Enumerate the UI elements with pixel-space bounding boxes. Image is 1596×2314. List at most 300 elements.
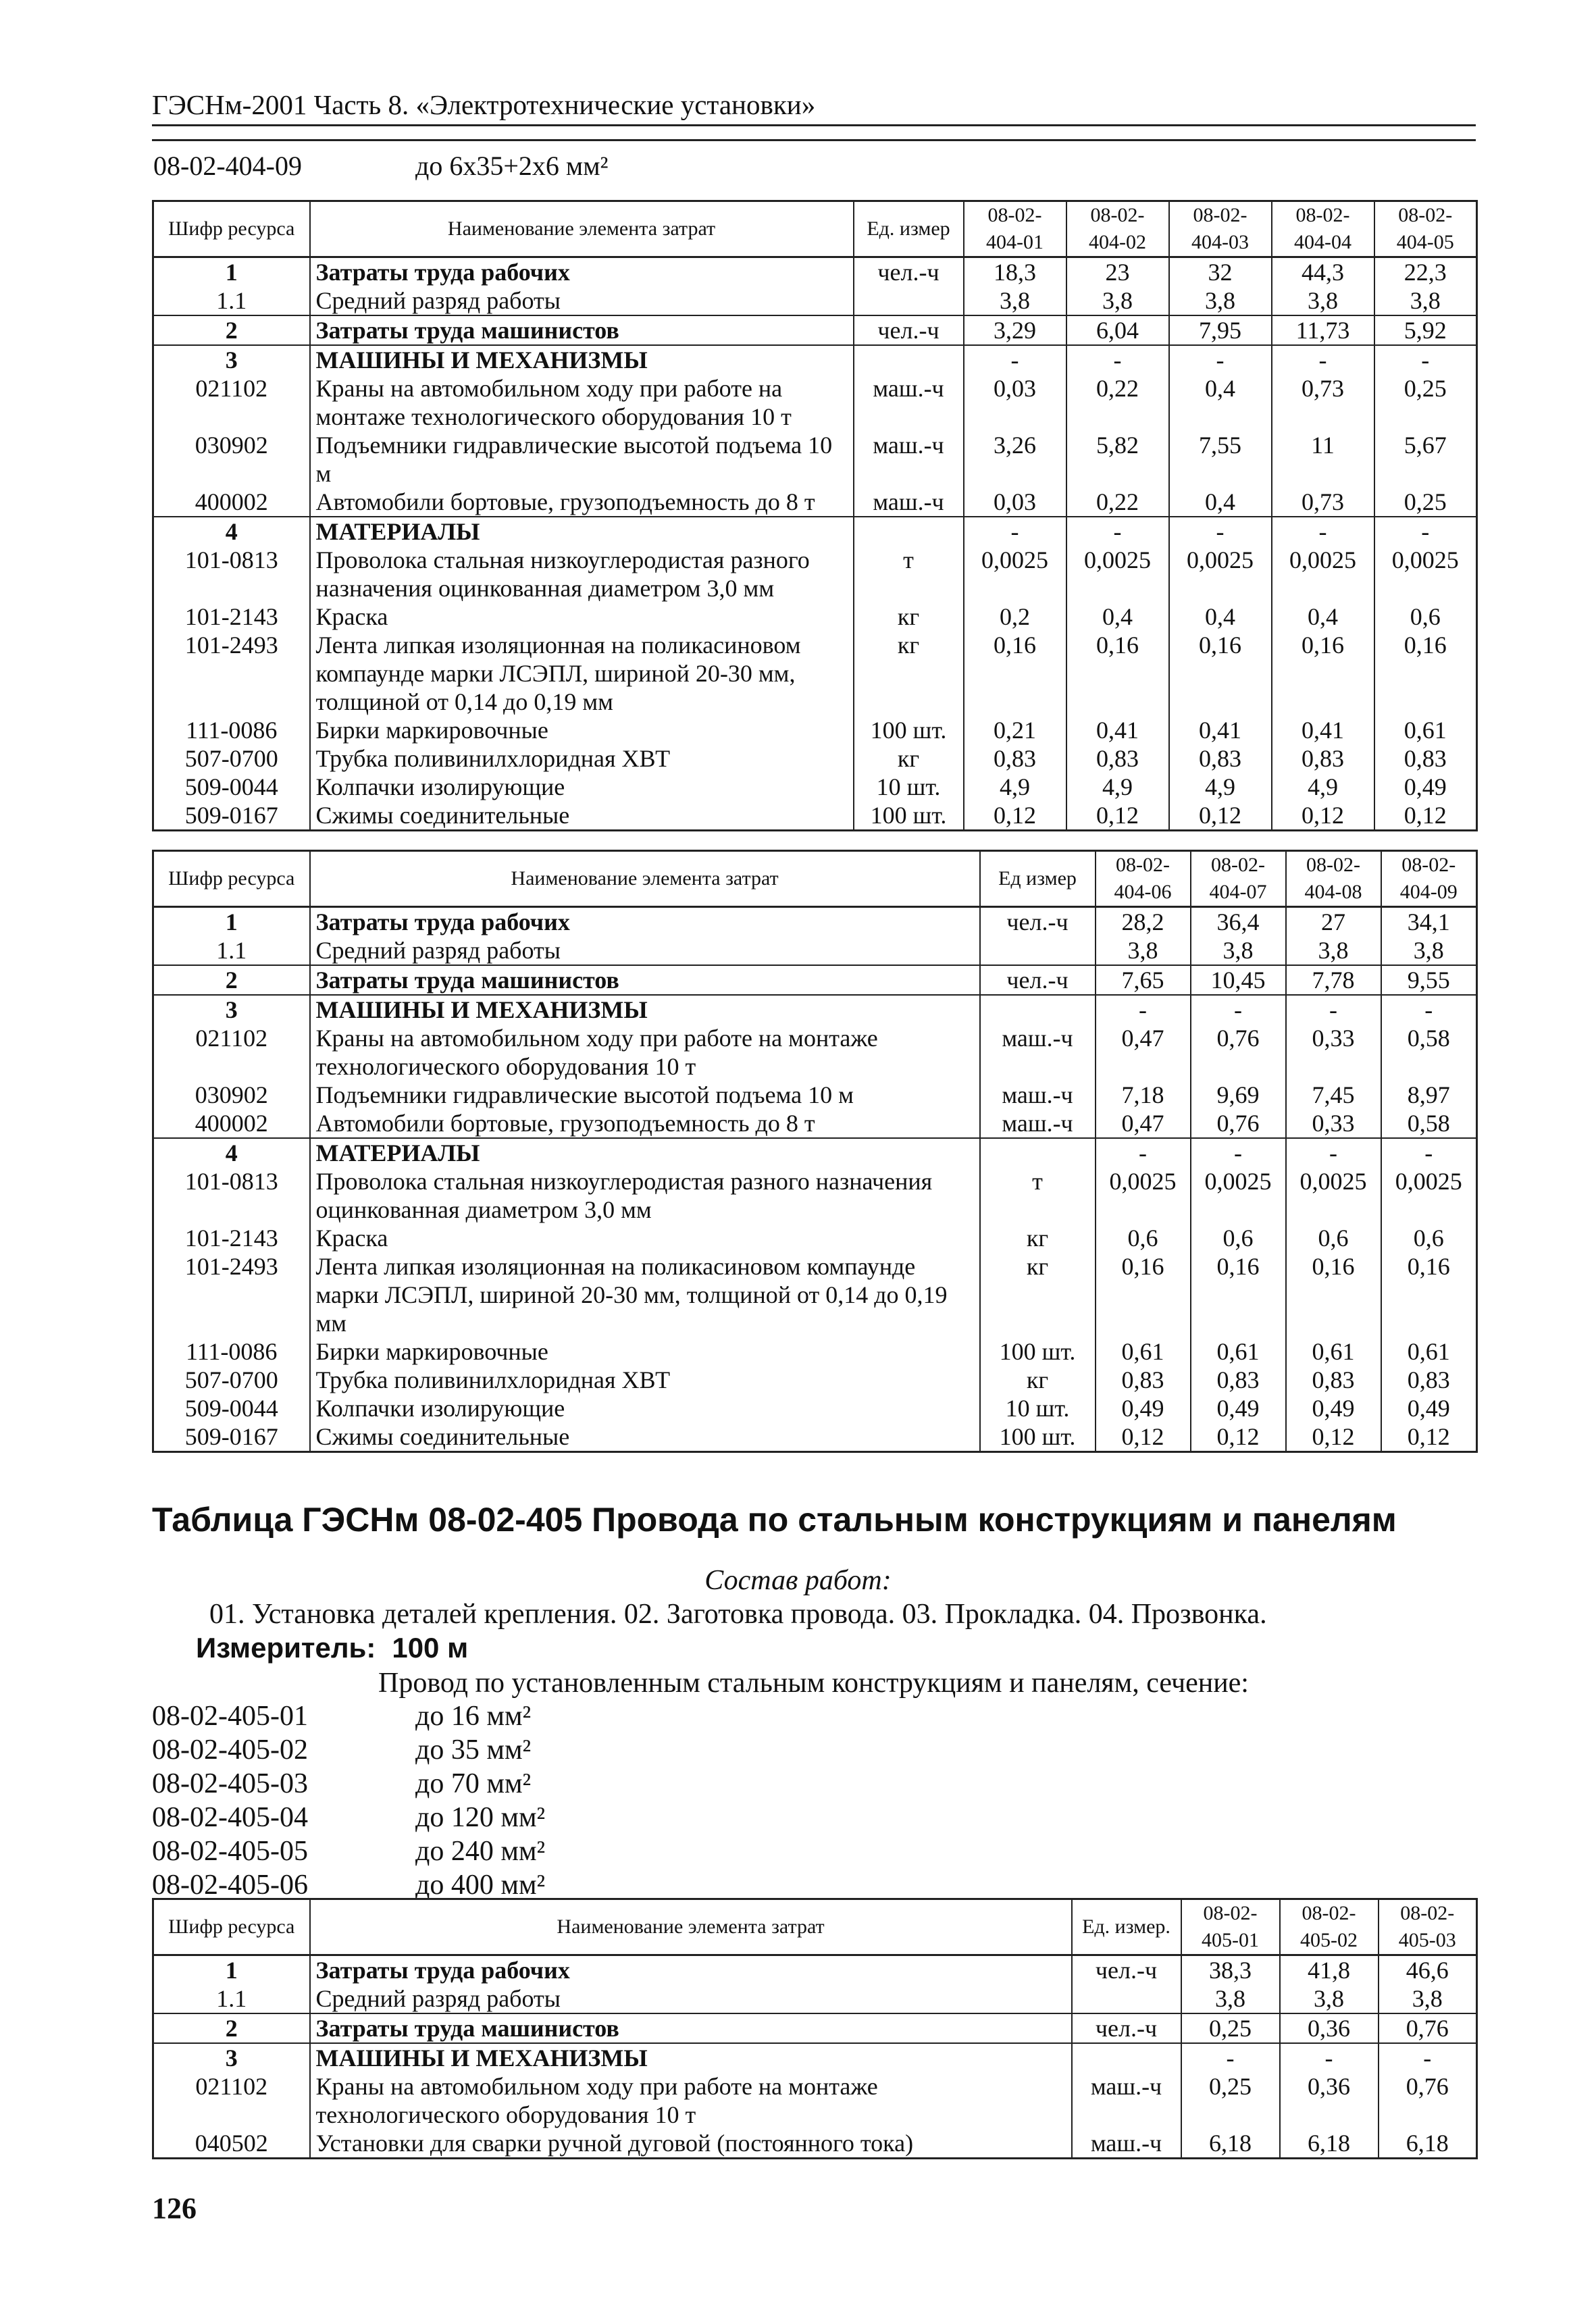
column-header: 08-02-404-01 <box>964 201 1066 257</box>
variant-row <box>152 1868 760 1902</box>
cost-element-name-cell: Бирки маркировочные <box>310 1337 980 1366</box>
value-cell: - <box>1280 2043 1379 2072</box>
table-header-row <box>153 1899 1477 1955</box>
resource-code-cell: 509-0044 <box>153 773 310 801</box>
value-cell: 8,97 <box>1381 1081 1477 1109</box>
resource-code-cell: 111-0086 <box>153 1337 310 1366</box>
wire-description: Провод по установленным стальным конструкциям и панелям, сечение: <box>378 1668 1249 1699</box>
value-cell: 0,83 <box>1374 744 1477 773</box>
table-row <box>153 1252 1477 1337</box>
value-cell: - <box>964 517 1066 546</box>
cost-element-name-cell: Затраты труда рабочих <box>310 257 854 287</box>
value-cell: 0,0025 <box>1286 1167 1381 1224</box>
table-header-row <box>153 201 1477 257</box>
variant-description: до 70 мм² <box>415 1768 532 1799</box>
value-cell: - <box>1272 517 1374 546</box>
value-cell: 32 <box>1169 257 1272 287</box>
value-cell: - <box>1286 1138 1381 1167</box>
value-cell: 3,8 <box>1379 1984 1477 2013</box>
resource-code-cell: 1 <box>153 1955 310 1985</box>
value-cell: 0,47 <box>1096 1024 1191 1081</box>
value-cell: - <box>1381 1138 1477 1167</box>
column-header: 08-02-404-02 <box>1066 201 1169 257</box>
unit-cell: 100 шт. <box>980 1422 1096 1452</box>
value-cell: 4,9 <box>964 773 1066 801</box>
value-cell: 3,8 <box>1191 936 1286 965</box>
unit-cell <box>980 995 1096 1024</box>
unit-cell: 100 шт. <box>854 801 964 831</box>
column-header: 08-02-404-04 <box>1272 201 1374 257</box>
value-cell: 0,0025 <box>1272 546 1374 602</box>
composition-title: Состав работ: <box>704 1565 892 1596</box>
unit-cell <box>854 517 964 546</box>
cost-element-name-cell: Затраты труда машинистов <box>310 965 980 995</box>
value-cell: 0,16 <box>1286 1252 1381 1337</box>
value-cell: 0,6 <box>1191 1224 1286 1252</box>
variant-row <box>152 1733 760 1767</box>
value-cell: 0,21 <box>964 716 1066 744</box>
cost-element-name-cell: Трубка поливинилхлоридная ХВТ <box>310 744 854 773</box>
column-header: 08-02-404-08 <box>1286 851 1381 907</box>
unit-cell: 100 шт. <box>854 716 964 744</box>
column-header: Наименование элемента затрат <box>310 201 854 257</box>
cost-element-name-cell: Краска <box>310 1224 980 1252</box>
unit-cell <box>854 345 964 374</box>
cost-element-name-cell: Затраты труда машинистов <box>310 2013 1072 2043</box>
cost-element-name-cell: Колпачки изолирующие <box>310 1394 980 1422</box>
column-header: 08-02-404-03 <box>1169 201 1272 257</box>
value-cell: 0,41 <box>1169 716 1272 744</box>
unit-cell: 10 шт. <box>854 773 964 801</box>
table-row <box>153 801 1477 831</box>
value-cell: 0,76 <box>1379 2072 1477 2129</box>
table-row <box>153 773 1477 801</box>
value-cell: 0,41 <box>1066 716 1169 744</box>
value-cell: 41,8 <box>1280 1955 1379 1985</box>
value-cell: 0,83 <box>1191 1366 1286 1394</box>
value-cell: 0,83 <box>1096 1366 1191 1394</box>
table-row <box>153 965 1477 995</box>
resource-table-404-01-05 <box>152 200 1478 831</box>
cost-element-name-cell: МАШИНЫ И МЕХАНИЗМЫ <box>310 345 854 374</box>
value-cell: 0,49 <box>1374 773 1477 801</box>
value-cell: 11 <box>1272 431 1374 488</box>
value-cell: - <box>1374 517 1477 546</box>
page-number: 126 <box>152 2192 197 2225</box>
resource-code-cell: 040502 <box>153 2129 310 2159</box>
resource-code-cell: 101-0813 <box>153 1167 310 1224</box>
value-cell: 6,04 <box>1066 315 1169 345</box>
value-cell: 0,16 <box>964 631 1066 716</box>
table-row <box>153 1394 1477 1422</box>
value-cell: 0,76 <box>1191 1024 1286 1081</box>
value-cell: 0,12 <box>1286 1422 1381 1452</box>
cost-element-name-cell: Лента липкая изоляционная на поликасиновом компаунде марки ЛСЭПЛ, шириной 20-30 мм, толщиной от 0,14 до 0,19 мм <box>310 1252 980 1337</box>
value-cell: 0,73 <box>1272 488 1374 517</box>
value-cell: 0,0025 <box>1096 1167 1191 1224</box>
column-header: Наименование элемента затрат <box>310 851 980 907</box>
value-cell: 0,16 <box>1381 1252 1477 1337</box>
variant-list <box>152 1699 760 1902</box>
value-cell: - <box>1096 995 1191 1024</box>
resource-code-cell: 1 <box>153 257 310 287</box>
value-cell: 4,9 <box>1169 773 1272 801</box>
unit-cell: чел.-ч <box>980 907 1096 937</box>
unit-cell: маш.-ч <box>854 488 964 517</box>
value-cell: 0,4 <box>1169 602 1272 631</box>
value-cell: 0,6 <box>1096 1224 1191 1252</box>
table-row <box>153 286 1477 315</box>
value-cell: 3,8 <box>1280 1984 1379 2013</box>
resource-code-cell: 2 <box>153 2013 310 2043</box>
table-row <box>153 936 1477 965</box>
resource-code-cell: 509-0044 <box>153 1394 310 1422</box>
table-row <box>153 1167 1477 1224</box>
cost-element-name-cell: Подъемники гидравлические высотой подъема 10 м <box>310 1081 980 1109</box>
unit-cell: кг <box>854 631 964 716</box>
cost-element-name-cell: Колпачки изолирующие <box>310 773 854 801</box>
value-cell: 0,49 <box>1286 1394 1381 1422</box>
value-cell: 0,6 <box>1381 1224 1477 1252</box>
cost-element-name-cell: МАТЕРИАЛЫ <box>310 517 854 546</box>
value-cell: 3,8 <box>1169 286 1272 315</box>
cost-element-name-cell: Средний разряд работы <box>310 1984 1072 2013</box>
cost-element-name-cell: Лента липкая изоляционная на поликасиновом компаунде марки ЛСЭПЛ, шириной 20-30 мм, толщиной от 0,14 до 0,19 мм <box>310 631 854 716</box>
value-cell: 0,4 <box>1272 602 1374 631</box>
value-cell: - <box>1066 517 1169 546</box>
resource-code-cell: 111-0086 <box>153 716 310 744</box>
variant-row <box>152 1767 760 1801</box>
table-row <box>153 631 1477 716</box>
value-cell: 0,12 <box>1272 801 1374 831</box>
value-cell: 0,0025 <box>964 546 1066 602</box>
variant-code: 08-02-404-09 <box>153 151 302 181</box>
value-cell: 6,18 <box>1280 2129 1379 2159</box>
value-cell: 34,1 <box>1381 907 1477 937</box>
column-header: Шифр ресурса <box>153 1899 310 1955</box>
value-cell: 46,6 <box>1379 1955 1477 1985</box>
value-cell: 36,4 <box>1191 907 1286 937</box>
value-cell: 0,16 <box>1272 631 1374 716</box>
resource-code-cell: 021102 <box>153 374 310 431</box>
value-cell: 0,4 <box>1169 374 1272 431</box>
value-cell: 0,0025 <box>1191 1167 1286 1224</box>
table-row <box>153 2013 1477 2043</box>
value-cell: - <box>1381 995 1477 1024</box>
cost-element-name-cell: Краны на автомобильном ходу при работе на монтаже технологического оборудования 10 т <box>310 1024 980 1081</box>
value-cell: 0,41 <box>1272 716 1374 744</box>
value-cell: 4,9 <box>1272 773 1374 801</box>
resource-code-cell: 1.1 <box>153 1984 310 2013</box>
value-cell: - <box>1286 995 1381 1024</box>
value-cell: - <box>1191 995 1286 1024</box>
value-cell: 10,45 <box>1191 965 1286 995</box>
column-header: Наименование элемента затрат <box>310 1899 1072 1955</box>
resource-table-405-01-03 <box>152 1898 1478 2159</box>
variant-description: до 240 мм² <box>415 1836 546 1867</box>
value-cell: 0,0025 <box>1381 1167 1477 1224</box>
table-row <box>153 1109 1477 1138</box>
value-cell: 27 <box>1286 907 1381 937</box>
column-header: Ед. измер. <box>1072 1899 1181 1955</box>
resource-code-cell: 509-0167 <box>153 801 310 831</box>
value-cell: 0,16 <box>1169 631 1272 716</box>
value-cell: 3,8 <box>1374 286 1477 315</box>
value-cell: 0,49 <box>1381 1394 1477 1422</box>
value-cell: 0,6 <box>1374 602 1477 631</box>
value-cell: 0,0025 <box>1374 546 1477 602</box>
value-cell: 28,2 <box>1096 907 1191 937</box>
resource-code-cell: 101-2143 <box>153 1224 310 1252</box>
unit-cell: кг <box>980 1252 1096 1337</box>
table-row <box>153 995 1477 1024</box>
meter-label: Измеритель: <box>196 1632 376 1664</box>
unit-cell: кг <box>980 1366 1096 1394</box>
unit-cell: маш.-ч <box>854 374 964 431</box>
table-row <box>153 1081 1477 1109</box>
value-cell: 7,18 <box>1096 1081 1191 1109</box>
cost-element-name-cell: Средний разряд работы <box>310 286 854 315</box>
value-cell: 0,03 <box>964 374 1066 431</box>
resource-code-cell: 101-2493 <box>153 1252 310 1337</box>
cost-element-name-cell: МАТЕРИАЛЫ <box>310 1138 980 1167</box>
cost-element-name-cell: Трубка поливинилхлоридная ХВТ <box>310 1366 980 1394</box>
column-header: 08-02-405-02 <box>1280 1899 1379 1955</box>
meter <box>196 1630 484 1666</box>
column-header: 08-02-404-05 <box>1374 201 1477 257</box>
value-cell: 0,25 <box>1181 2013 1280 2043</box>
value-cell: 3,8 <box>964 286 1066 315</box>
resource-code-cell: 3 <box>153 345 310 374</box>
value-cell: 0,58 <box>1381 1024 1477 1081</box>
cost-element-name-cell: Затраты труда рабочих <box>310 907 980 937</box>
value-cell: 0,12 <box>1191 1422 1286 1452</box>
table-row <box>153 488 1477 517</box>
table-row <box>153 1138 1477 1167</box>
cost-element-name-cell: Краны на автомобильном ходу при работе на монтаже технологического оборудования 10 т <box>310 2072 1072 2129</box>
cost-element-name-cell: Краска <box>310 602 854 631</box>
variant-code: 08-02-405-04 <box>152 1802 308 1833</box>
value-cell: 0,61 <box>1191 1337 1286 1366</box>
page-header-title: ГЭСНм-2001 Часть 8. «Электротехнические установки» <box>152 89 816 120</box>
resource-code-cell: 507-0700 <box>153 1366 310 1394</box>
value-cell: 0,83 <box>1272 744 1374 773</box>
value-cell: 3,8 <box>1381 936 1477 965</box>
value-cell: - <box>1379 2043 1477 2072</box>
value-cell: - <box>1374 345 1477 374</box>
cost-element-name-cell: Сжимы соединительные <box>310 801 854 831</box>
table-row <box>153 1422 1477 1452</box>
value-cell: 0,33 <box>1286 1109 1381 1138</box>
unit-cell: 10 шт. <box>980 1394 1096 1422</box>
resource-code-cell: 1.1 <box>153 286 310 315</box>
meter-value: 100 м <box>392 1632 469 1664</box>
value-cell: 0,61 <box>1286 1337 1381 1366</box>
table-heading: Таблица ГЭСНм 08-02-405 Провода по стальным конструкциям и панелям <box>152 1501 1397 1539</box>
value-cell: 5,67 <box>1374 431 1477 488</box>
unit-cell: маш.-ч <box>1072 2129 1181 2159</box>
composition-text: 01. Установка деталей крепления. 02. Заготовка провода. 03. Прокладка. 04. Прозвонка. <box>209 1599 1267 1630</box>
value-cell: 0,58 <box>1381 1109 1477 1138</box>
unit-cell: маш.-ч <box>980 1109 1096 1138</box>
unit-cell: кг <box>980 1224 1096 1252</box>
variant-code: 08-02-405-05 <box>152 1836 308 1867</box>
unit-cell: чел.-ч <box>980 965 1096 995</box>
value-cell: 0,83 <box>1169 744 1272 773</box>
value-cell: 3,8 <box>1181 1984 1280 2013</box>
unit-cell <box>980 1138 1096 1167</box>
cost-element-name-cell: Затраты труда машинистов <box>310 315 854 345</box>
table-row <box>153 517 1477 546</box>
resource-code-cell: 030902 <box>153 431 310 488</box>
value-cell: 0,83 <box>1381 1366 1477 1394</box>
resource-code-cell: 3 <box>153 2043 310 2072</box>
value-cell: 0,16 <box>1096 1252 1191 1337</box>
value-cell: 0,12 <box>1169 801 1272 831</box>
cost-element-name-cell: Автомобили бортовые, грузоподъемность до 8 т <box>310 1109 980 1138</box>
unit-cell <box>854 286 964 315</box>
value-cell: 0,12 <box>1374 801 1477 831</box>
value-cell: 0,16 <box>1191 1252 1286 1337</box>
value-cell: 0,0025 <box>1169 546 1272 602</box>
table-row <box>153 2072 1477 2129</box>
column-header: 08-02-404-09 <box>1381 851 1477 907</box>
resource-table-404-06-09 <box>152 850 1478 1453</box>
value-cell: 0,49 <box>1096 1394 1191 1422</box>
value-cell: - <box>1066 345 1169 374</box>
value-cell: 22,3 <box>1374 257 1477 287</box>
unit-cell: маш.-ч <box>1072 2072 1181 2129</box>
variant-description: до 35 мм² <box>415 1734 532 1766</box>
table-row <box>153 1955 1477 1985</box>
unit-cell: кг <box>854 602 964 631</box>
value-cell: 0,2 <box>964 602 1066 631</box>
value-cell: 0,76 <box>1379 2013 1477 2043</box>
value-cell: 5,92 <box>1374 315 1477 345</box>
value-cell: 0,12 <box>1066 801 1169 831</box>
value-cell: 0,12 <box>964 801 1066 831</box>
value-cell: 0,83 <box>1066 744 1169 773</box>
resource-code-cell: 507-0700 <box>153 744 310 773</box>
variant-code: 08-02-405-03 <box>152 1768 308 1799</box>
value-cell: 3,8 <box>1066 286 1169 315</box>
resource-code-cell: 021102 <box>153 1024 310 1081</box>
resource-code-cell: 101-2143 <box>153 602 310 631</box>
value-cell: 0,61 <box>1096 1337 1191 1366</box>
unit-cell: маш.-ч <box>980 1081 1096 1109</box>
value-cell: 3,29 <box>964 315 1066 345</box>
table-row <box>153 1224 1477 1252</box>
value-cell: 0,36 <box>1280 2072 1379 2129</box>
table-row <box>153 1337 1477 1366</box>
value-cell: 6,18 <box>1181 2129 1280 2159</box>
value-cell: 18,3 <box>964 257 1066 287</box>
variant-description: до 16 мм² <box>415 1701 532 1732</box>
variant-description: до 120 мм² <box>415 1802 546 1833</box>
value-cell: - <box>1272 345 1374 374</box>
variant-row <box>152 1801 760 1834</box>
value-cell: 0,49 <box>1191 1394 1286 1422</box>
value-cell: 0,25 <box>1374 374 1477 431</box>
cost-element-name-cell: Затраты труда рабочих <box>310 1955 1072 1985</box>
value-cell: 0,12 <box>1381 1422 1477 1452</box>
unit-cell: чел.-ч <box>854 315 964 345</box>
value-cell: 0,36 <box>1280 2013 1379 2043</box>
variant-description: до 6х35+2х6 мм² <box>415 151 609 181</box>
unit-cell: кг <box>854 744 964 773</box>
unit-cell <box>1072 2043 1181 2072</box>
value-cell: 0,16 <box>1374 631 1477 716</box>
resource-code-cell: 2 <box>153 965 310 995</box>
resource-code-cell: 509-0167 <box>153 1422 310 1452</box>
cost-element-name-cell: Бирки маркировочные <box>310 716 854 744</box>
cost-element-name-cell: Краны на автомобильном ходу при работе на монтаже технологического оборудования 10 т <box>310 374 854 431</box>
unit-cell: чел.-ч <box>854 257 964 287</box>
column-header: 08-02-404-06 <box>1096 851 1191 907</box>
table-row <box>153 546 1477 602</box>
value-cell: 0,25 <box>1181 2072 1280 2129</box>
variant-code: 08-02-405-01 <box>152 1701 308 1732</box>
cost-element-name-cell: Установки для сварки ручной дуговой (постоянного тока) <box>310 2129 1072 2159</box>
value-cell: - <box>1181 2043 1280 2072</box>
unit-cell: маш.-ч <box>854 431 964 488</box>
value-cell: 0,33 <box>1286 1024 1381 1081</box>
resource-code-cell: 030902 <box>153 1081 310 1109</box>
table-row <box>153 2043 1477 2072</box>
resource-code-cell: 4 <box>153 1138 310 1167</box>
variant-row <box>152 1834 760 1868</box>
value-cell: 0,03 <box>964 488 1066 517</box>
cost-element-name-cell: Проволока стальная низкоуглеродистая разного назначения оцинкованная диаметром 3,0 мм <box>310 1167 980 1224</box>
table-row <box>153 345 1477 374</box>
value-cell: 7,65 <box>1096 965 1191 995</box>
unit-cell: 100 шт. <box>980 1337 1096 1366</box>
unit-cell <box>1072 1984 1181 2013</box>
resource-code-cell: 3 <box>153 995 310 1024</box>
table-row <box>153 431 1477 488</box>
value-cell: - <box>1169 517 1272 546</box>
value-cell: 0,16 <box>1066 631 1169 716</box>
unit-cell: чел.-ч <box>1072 1955 1181 1985</box>
table-row <box>153 716 1477 744</box>
cost-element-name-cell: МАШИНЫ И МЕХАНИЗМЫ <box>310 995 980 1024</box>
value-cell: 7,55 <box>1169 431 1272 488</box>
value-cell: 0,25 <box>1374 488 1477 517</box>
variant-code: 08-02-405-02 <box>152 1734 308 1766</box>
table-row <box>153 374 1477 431</box>
variant-code: 08-02-405-06 <box>152 1870 308 1901</box>
page-header <box>152 86 1476 126</box>
resource-code-cell: 4 <box>153 517 310 546</box>
column-header: Шифр ресурса <box>153 851 310 907</box>
value-cell: 7,45 <box>1286 1081 1381 1109</box>
column-header: Ед измер <box>980 851 1096 907</box>
variant-description: до 400 мм² <box>415 1870 546 1901</box>
value-cell: 0,47 <box>1096 1109 1191 1138</box>
value-cell: 3,8 <box>1286 936 1381 965</box>
resource-code-cell: 1.1 <box>153 936 310 965</box>
value-cell: 0,4 <box>1169 488 1272 517</box>
value-cell: 4,9 <box>1066 773 1169 801</box>
unit-cell: т <box>854 546 964 602</box>
column-header: Ед. измер <box>854 201 964 257</box>
value-cell: 6,18 <box>1379 2129 1477 2159</box>
value-cell: 7,95 <box>1169 315 1272 345</box>
value-cell: - <box>964 345 1066 374</box>
unit-cell: чел.-ч <box>1072 2013 1181 2043</box>
table-row <box>153 1024 1477 1081</box>
value-cell: 0,73 <box>1272 374 1374 431</box>
